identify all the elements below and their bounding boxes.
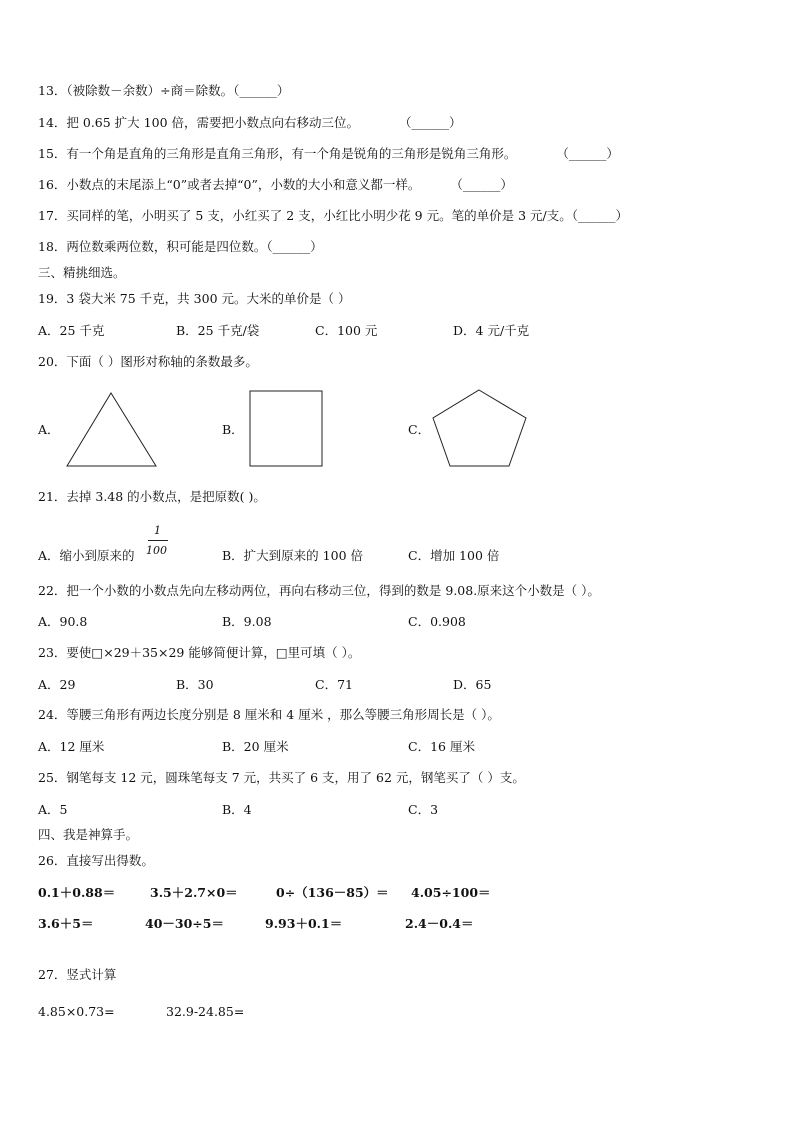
calc-item: 2.4－0.4＝: [405, 916, 474, 931]
pentagon-shape: [430, 388, 530, 470]
calc-item: 0.1＋0.88＝: [38, 885, 116, 900]
calc-item: 3.6＋5＝: [38, 916, 94, 931]
answer-blank[interactable]: （______）: [450, 177, 513, 192]
calc-item: 40－30÷5＝: [145, 916, 224, 931]
answer-blank[interactable]: （______）: [399, 115, 462, 130]
question-14-text: 14．把 0.65 扩大 100 倍，需要把小数点向右移动三位。: [38, 115, 359, 130]
option-b[interactable]: B．9.08: [222, 614, 272, 629]
option-a[interactable]: A．5: [38, 802, 68, 817]
option-c[interactable]: C．71: [315, 677, 353, 692]
question-27-text: 27．竖式计算: [38, 967, 117, 982]
answer-blank[interactable]: （______）: [233, 83, 290, 98]
triangle-shape: [64, 390, 160, 470]
question-22-text: 22．把一个小数的小数点先向左移动两位，再向右移动三位，得到的数是 9.08.原来这个小数是（ ）。: [38, 583, 600, 598]
option-b[interactable]: B．25 千克/袋: [176, 323, 260, 338]
option-c[interactable]: C．: [408, 422, 431, 437]
square-shape: [247, 389, 325, 469]
question-13: [38, 83, 289, 99]
question-16: [38, 177, 513, 193]
option-c[interactable]: C．3: [408, 802, 439, 817]
option-a[interactable]: A．25 千克: [38, 323, 105, 338]
option-a[interactable]: A．90.8: [38, 614, 88, 629]
calc-item: 3.5＋2.7×0＝: [150, 885, 238, 900]
vertical-calc-item: 32.9-24.85=: [166, 1004, 245, 1019]
option-b[interactable]: B．扩大到原来的 100 倍: [222, 548, 363, 563]
calc-item: 9.93＋0.1＝: [265, 916, 343, 931]
option-b[interactable]: B．: [222, 422, 244, 437]
question-21-text: 21．去掉 3.48 的小数点，是把原数( )。: [38, 489, 266, 504]
question-16-text: 16．小数点的末尾添上“0”或者去掉“0”，小数的大小和意义都一样。: [38, 177, 421, 192]
option-d[interactable]: D．4 元/千克: [453, 323, 530, 338]
calc-item: 0÷（136－85）＝: [276, 885, 389, 900]
question-18: [38, 239, 323, 255]
question-17: [38, 208, 628, 224]
option-d[interactable]: D．65: [453, 677, 492, 692]
option-b[interactable]: B．20 厘米: [222, 739, 289, 754]
answer-blank[interactable]: （______）: [571, 208, 628, 223]
question-19-text: 19．3 袋大米 75 千克，共 300 元。大米的单价是（ ）: [38, 291, 351, 306]
question-13-text: 13．（被除数－余数）÷商＝除数。: [38, 83, 234, 98]
option-a[interactable]: A．: [38, 422, 60, 437]
option-c[interactable]: C．0.908: [408, 614, 466, 629]
option-c[interactable]: C．增加 100 倍: [408, 548, 500, 563]
question-26-text: 26．直接写出得数。: [38, 853, 154, 868]
question-15: [38, 146, 619, 162]
question-14: [38, 115, 462, 131]
question-20-text: 20．下面（ ）图形对称轴的条数最多。: [38, 354, 258, 369]
calc-item: 4.05÷100＝: [411, 885, 491, 900]
question-25-text: 25．钢笔每支 12 元，圆珠笔每支 7 元，共买了 6 支，用了 62 元，钢笔买了（ ）支。: [38, 770, 525, 785]
fraction-numerator: 1: [154, 524, 161, 537]
vertical-calc-item: 4.85×0.73=: [38, 1004, 115, 1019]
answer-blank[interactable]: （______）: [266, 239, 323, 254]
fraction-denominator: 100: [146, 544, 167, 557]
option-a[interactable]: A．缩小到原来的: [38, 548, 135, 563]
question-17-text: 17．买同样的笔，小明买了 5 支，小红买了 2 支，小红比小明少花 9 元。笔的单价是 3 元/支。: [38, 208, 572, 223]
option-b[interactable]: B．30: [176, 677, 214, 692]
question-18-text: 18．两位数乘两位数，积可能是四位数。: [38, 239, 267, 254]
option-c[interactable]: C．100 元: [315, 323, 378, 338]
question-15-text: 15．有一个角是直角的三角形是直角三角形，有一个角是锐角的三角形是锐角三角形。: [38, 146, 517, 161]
option-a[interactable]: A．29: [38, 677, 76, 692]
option-b[interactable]: B．4: [222, 802, 252, 817]
option-a[interactable]: A．12 厘米: [38, 739, 105, 754]
answer-blank[interactable]: （______）: [556, 146, 619, 161]
option-c[interactable]: C．16 厘米: [408, 739, 475, 754]
section-heading-4: 四、我是神算手。: [38, 827, 139, 842]
question-23-text: 23．要使□×29＋35×29 能够简便计算，□里可填（ ）。: [38, 645, 361, 660]
question-24-text: 24．等腰三角形有两边长度分别是 8 厘米和 4 厘米 ，那么等腰三角形周长是（ ）。: [38, 707, 500, 722]
section-heading-3: 三、精挑细选。: [38, 265, 126, 280]
fraction-bar: [148, 540, 168, 541]
